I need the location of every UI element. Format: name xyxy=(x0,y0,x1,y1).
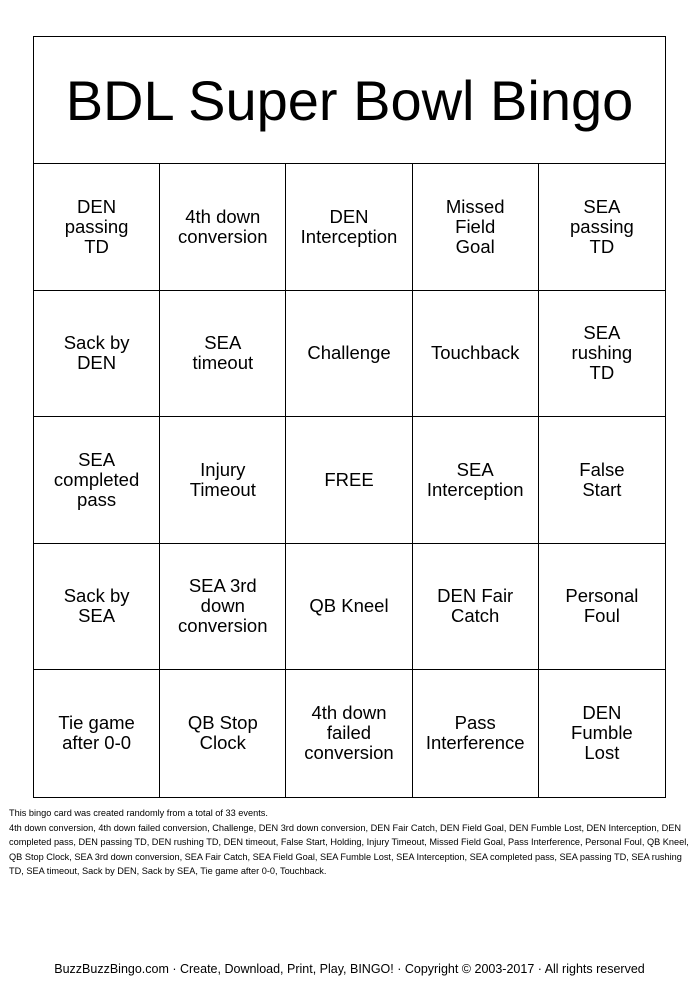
bingo-cell: DEN Fair Catch xyxy=(413,544,539,671)
bingo-cell: SEA 3rd down conversion xyxy=(160,544,286,671)
bingo-cell: Pass Interference xyxy=(413,670,539,797)
bingo-cell: Touchback xyxy=(413,291,539,418)
bingo-cell: Tie game after 0-0 xyxy=(34,670,160,797)
bingo-cell: SEA Interception xyxy=(413,417,539,544)
info-summary: This bingo card was created randomly from a total of 33 events. xyxy=(9,808,268,818)
bingo-cell: Missed Field Goal xyxy=(413,164,539,291)
bingo-cell: SEA passing TD xyxy=(539,164,665,291)
bingo-cell: Personal Foul xyxy=(539,544,665,671)
bingo-card xyxy=(33,36,666,798)
bingo-cell: Injury Timeout xyxy=(160,417,286,544)
card-info xyxy=(9,806,691,879)
bingo-cell: FREE xyxy=(286,417,412,544)
bingo-cell: 4th down conversion xyxy=(160,164,286,291)
bingo-cell: Challenge xyxy=(286,291,412,418)
footer: BuzzBuzzBingo.com · Create, Download, Print, Play, BINGO! · Copyright © 2003-2017 · All rights reserved xyxy=(54,962,645,976)
bingo-cell: DEN passing TD xyxy=(34,164,160,291)
bingo-cell: QB Stop Clock xyxy=(160,670,286,797)
bingo-cell: SEA completed pass xyxy=(34,417,160,544)
bingo-cell: 4th down failed conversion xyxy=(286,670,412,797)
bingo-cell: Sack by DEN xyxy=(34,291,160,418)
bingo-grid xyxy=(34,164,665,797)
card-title: BDL Super Bowl Bingo xyxy=(34,37,665,164)
bingo-cell: SEA rushing TD xyxy=(539,291,665,418)
bingo-cell: DEN Fumble Lost xyxy=(571,702,633,764)
bingo-cell: False Start xyxy=(539,417,665,544)
bingo-cell: SEA timeout xyxy=(160,291,286,418)
bingo-cell: Sack by SEA xyxy=(34,544,160,671)
info-events: 4th down conversion, 4th down failed conversion, Challenge, DEN 3rd down conversion, DEN Fair Catch, DEN Field Goal, DEN Fumble Lost, DEN Interception, DEN completed pass, DEN passing TD, DEN rushing TD, DEN timeout, False Start, Holding, Injury Timeout, Missed Field Goal, Pass Interference, Personal Foul, QB Kneel, QB Stop Clock, SEA 3rd down conversion, SEA Fair Catch, SEA Field Goal, SEA Fumble Lost, SEA Interception, SEA completed pass, SEA passing TD, SEA rushing TD, SEA timeout, Sack by DEN, Sack by SEA, Tie game after 0-0, Touchback. xyxy=(9,822,689,876)
bingo-cell: DEN Interception xyxy=(286,164,412,291)
bingo-cell: QB Kneel xyxy=(286,544,412,671)
